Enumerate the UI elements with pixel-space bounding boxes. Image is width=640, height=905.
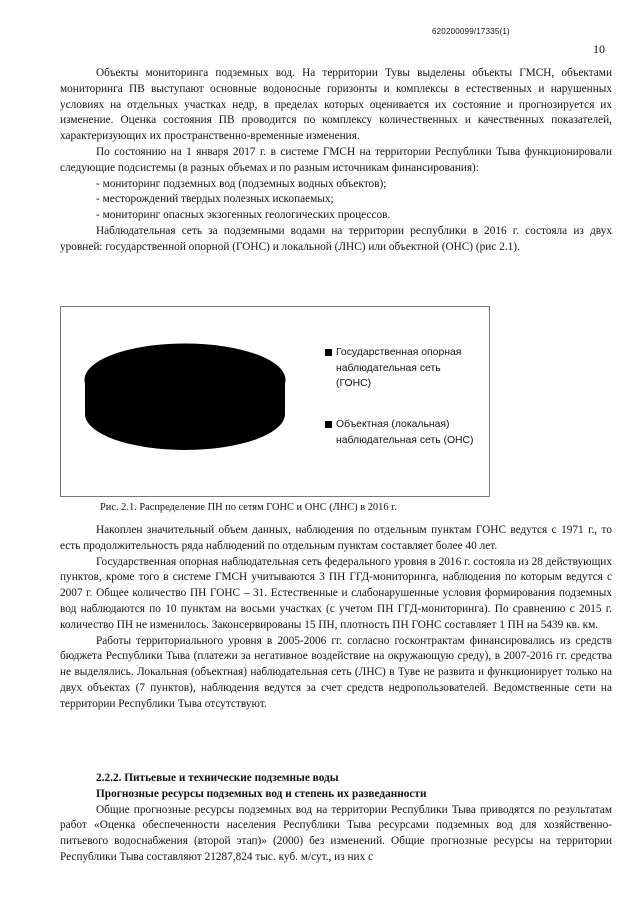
legend-item-gons: [325, 345, 476, 392]
text-block-resources: [60, 771, 612, 866]
text-block-network: [60, 523, 612, 713]
pie-chart-figure: [60, 306, 490, 497]
list-item: - мониторинг опасных экзогенных геологических процессов.: [96, 209, 391, 222]
legend-label: Государственная опорная наблюдательная сеть (ГОНС): [336, 347, 462, 389]
paragraph-gmsn-subsystems: По состоянию на 1 января 2017 г. в системе ГМСН на территории Республики Тыва функционировали следующие подсистемы (в разных объемах и по разным источникам финансирования):: [60, 145, 612, 174]
paragraph-federal-network: Государственная опорная наблюдательная сеть федерального уровня в 2016 г. состояла из 28 действующих пунктов, кроме того в системе ГМСН учитываются 3 ПН ГГД-мониторинга, наблюдения по которым ведутся с 2007 г. Общее количество ПН ГОНС – 31. Естественные и слабонарушенные условия формирования подземных вод наблюдаются по 10 пунктам на восьми участках (с учетом ПН ГГД-мониторинга). По сравнению с 2015 г. количество ПН не изменилось. Законсервированы 15 ПН, плотность ПН ГОНС составляет 1 ПН на 5439 кв. км.: [60, 555, 612, 631]
subsection-heading: Прогнозные ресурсы подземных вод и степень их разведанности: [96, 787, 427, 800]
legend-swatch: [325, 421, 332, 428]
document-id: 620200099/17335(1): [432, 27, 510, 36]
legend-label: Объектная (локальная) наблюдательная сеть (ОНС): [336, 419, 474, 446]
list-item: - мониторинг подземных вод (подземных водных объектов);: [96, 177, 387, 190]
paragraph-data-volume: Накоплен значительный объем данных, наблюдения по отдельным пунктам ГОНС ведутся с 1971 г., то есть продолжительность ряда наблюдений по отдельным пунктам составляет более 40 лет.: [60, 524, 612, 552]
figure-caption: Рис. 2.1. Распределение ПН по сетям ГОНС и ОНС (ЛНС) в 2016 г.: [100, 502, 397, 513]
page-number: 10: [593, 42, 605, 56]
pie-chart: [75, 325, 307, 475]
text-block-monitoring: [60, 66, 612, 256]
paragraph-territorial-works: Работы территориального уровня в 2005-2006 гг. согласно госконтрактам финансировались из средств бюджета Республики Тыва (платежи за негативное воздействие на окружающую среду), в 2007-2016 гг. средства не выделялись. Локальная (объектная) наблюдательная сеть (ЛНС) в Туве не развита и функционирует только на двух объектах (7 пунктов), наблюдения ведутся за счет средств недропользователей. Ведомственные сети на территории Республики Тыва отсутствуют.: [60, 634, 612, 710]
paragraph-monitoring-objects: Объекты мониторинга подземных вод. На территории Тувы выделены объекты ГМСН, объектами мониторинга ПВ выступают основные водоносные горизонты и комплексы в естественных и нарушенных условиях на отдельных участках недр, в пределах которых оценивается их состояние и прогнозируется их изменение. Оценка состояния ПВ проводится по комплексу количественных и качественных показателей, характеризующих их пространственно-временные изменения.: [60, 67, 612, 143]
legend-item-ons: [325, 417, 476, 448]
legend-swatch: [325, 349, 332, 356]
list-item: - месторождений твердых полезных ископаемых;: [96, 193, 334, 206]
section-heading: 2.2.2. Питьевые и технические подземные воды: [96, 772, 339, 784]
paragraph-network-levels: Наблюдательная сеть за подземными водами на территории республики в 2016 г. состояла из двух уровней: государственной опорной (ГОНС) и локальной (ЛНС) или объектной (ОНС) (рис 2.1).: [60, 224, 612, 253]
paragraph-forecast-resources: Общие прогнозные ресурсы подземных вод на территории Республики Тыва приводятся по результатам работ «Оценка обеспеченности населения Республики Тыва ресурсами подземных вод для хозяйственно-питьевого водоснабжения (второй этап)» (2000) без изменений. Общие прогнозные ресурсы на территории Республики Тыва составляют 21287,824 тыс. куб. м/сут., из них с: [60, 803, 612, 863]
